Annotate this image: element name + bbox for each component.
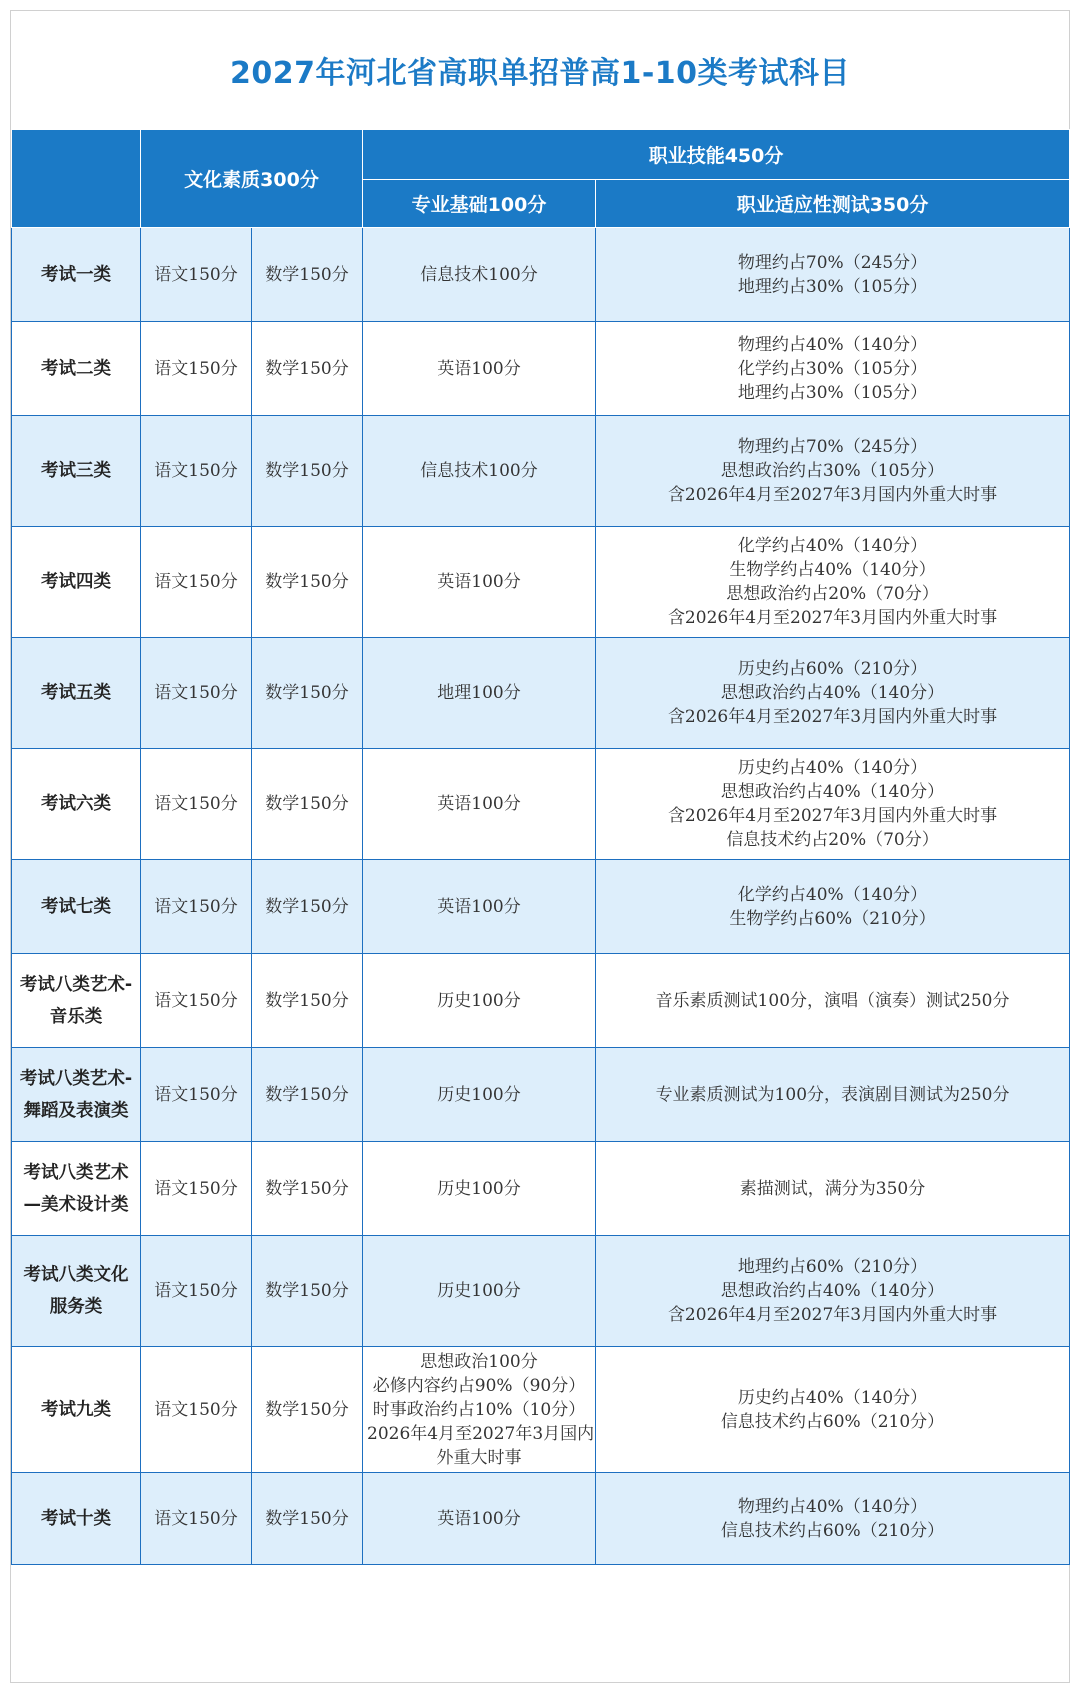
cell-line: 考试一类 xyxy=(41,264,111,285)
cell-line: 思想政治约占40%（140分） xyxy=(720,1281,945,1301)
cell-line: 素描测试，满分为350分 xyxy=(739,1178,926,1199)
aptitude-test xyxy=(596,228,1070,322)
basic-subject xyxy=(363,322,596,416)
exam-category-label xyxy=(12,638,141,749)
table-row xyxy=(12,228,1070,322)
cell-line: 音乐素质测试100分，演唱（演奏）测试250分 xyxy=(655,990,1010,1011)
cell-line: 物理约占40%（140分） xyxy=(737,1496,928,1517)
chinese-score: 语文150分 xyxy=(141,749,252,860)
cell-line: 历史100分 xyxy=(437,1281,521,1301)
math-score: 数学150分 xyxy=(252,527,363,638)
cell-line: 含2026年4月至2027年3月国内外重大时事 xyxy=(667,707,998,727)
table-row xyxy=(12,1347,1070,1473)
table-row xyxy=(12,1236,1070,1347)
table-row xyxy=(12,416,1070,527)
cell-line: 信息技术约占60%（210分） xyxy=(720,1411,945,1432)
aptitude-test xyxy=(596,1347,1070,1473)
basic-subject xyxy=(363,1236,596,1347)
chinese-score: 语文150分 xyxy=(141,527,252,638)
cell-line: 考试九类 xyxy=(41,1399,111,1420)
exam-category-label xyxy=(12,228,141,322)
math-score: 数学150分 xyxy=(252,1048,363,1142)
cell-line: 考试二类 xyxy=(41,358,111,379)
table-row xyxy=(12,1473,1070,1565)
math-score: 数学150分 xyxy=(252,1473,363,1565)
cell-line: 思想政治约占20%（70分） xyxy=(726,584,939,604)
table-row xyxy=(12,1048,1070,1142)
chinese-score: 语文150分 xyxy=(141,954,252,1048)
cell-line: 地理约占60%（210分） xyxy=(737,1257,928,1277)
cell-line: 历史约占40%（140分） xyxy=(737,1387,928,1408)
aptitude-test xyxy=(596,1236,1070,1347)
chinese-score: 语文150分 xyxy=(141,860,252,954)
cell-line: 信息技术100分 xyxy=(420,264,538,285)
exam-subjects-table xyxy=(11,129,1070,1565)
math-score: 数学150分 xyxy=(252,416,363,527)
math-score: 数学150分 xyxy=(252,749,363,860)
cell-line: 化学约占30%（105分） xyxy=(737,358,928,379)
cell-line: 考试八类艺术 xyxy=(23,1162,129,1183)
table-row xyxy=(12,954,1070,1048)
cell-line: 考试八类文化 xyxy=(23,1265,129,1285)
basic-subject xyxy=(363,860,596,954)
chinese-score: 语文150分 xyxy=(141,1142,252,1236)
aptitude-test xyxy=(596,860,1070,954)
cell-line: 地理约占30%（105分） xyxy=(737,276,928,297)
cell-line: 物理约占70%（245分） xyxy=(737,252,928,273)
chinese-score: 语文150分 xyxy=(141,1473,252,1565)
table-row xyxy=(12,1142,1070,1236)
table-row xyxy=(12,322,1070,416)
cell-line: 考试七类 xyxy=(41,896,111,917)
aptitude-test xyxy=(596,954,1070,1048)
aptitude-test xyxy=(596,1142,1070,1236)
table-row xyxy=(12,638,1070,749)
exam-category-label xyxy=(12,1048,141,1142)
aptitude-test xyxy=(596,322,1070,416)
cell-line: 思想政治100分 xyxy=(420,1351,538,1372)
cell-line: 化学约占40%（140分） xyxy=(737,884,928,905)
cell-line: 历史100分 xyxy=(437,1084,521,1105)
table-row xyxy=(12,527,1070,638)
header-empty-cell xyxy=(12,130,141,228)
cell-line: 时事政治约占10%（10分） xyxy=(372,1399,586,1420)
basic-subject xyxy=(363,1473,596,1565)
cell-line: 物理约占70%（245分） xyxy=(737,437,928,457)
math-score: 数学150分 xyxy=(252,322,363,416)
cell-line: 历史约占60%（210分） xyxy=(737,659,928,679)
exam-category-label xyxy=(12,749,141,860)
basic-subject xyxy=(363,954,596,1048)
cell-line: 考试三类 xyxy=(41,461,111,481)
cell-line: 历史100分 xyxy=(437,990,521,1011)
cell-line: —美术设计类 xyxy=(23,1194,129,1215)
chinese-score: 语文150分 xyxy=(141,1347,252,1473)
page-title: 2027年河北省高职单招普高1-10类考试科目 xyxy=(229,56,851,91)
aptitude-test xyxy=(596,638,1070,749)
chinese-score: 语文150分 xyxy=(141,322,252,416)
math-score: 数学150分 xyxy=(252,860,363,954)
cell-line: 含2026年4月至2027年3月国内外重大时事 xyxy=(667,485,998,505)
cell-line: 化学约占40%（140分） xyxy=(737,536,928,556)
cell-line: 含2026年4月至2027年3月国内外重大时事 xyxy=(667,1305,998,1325)
header-aptitude: 职业适应性测试350分 xyxy=(596,180,1070,228)
chinese-score: 语文150分 xyxy=(141,1236,252,1347)
table-row xyxy=(12,749,1070,860)
basic-subject xyxy=(363,228,596,322)
cell-line: 服务类 xyxy=(49,1297,103,1317)
basic-subject xyxy=(363,1142,596,1236)
cell-line: 生物学约占60%（210分） xyxy=(729,908,936,929)
basic-subject xyxy=(363,527,596,638)
cell-line: 英语100分 xyxy=(437,358,521,379)
exam-category-label xyxy=(12,1347,141,1473)
math-score: 数学150分 xyxy=(252,954,363,1048)
exam-category-label xyxy=(12,954,141,1048)
cell-line: 历史100分 xyxy=(437,1178,521,1199)
table-row xyxy=(12,860,1070,954)
table-body xyxy=(12,228,1070,1565)
chinese-score: 语文150分 xyxy=(141,1048,252,1142)
aptitude-test xyxy=(596,1473,1070,1565)
header-skills: 职业技能450分 xyxy=(363,130,1070,180)
exam-category-label xyxy=(12,1142,141,1236)
page-frame xyxy=(10,10,1070,1683)
exam-category-label xyxy=(12,322,141,416)
cell-line: 英语100分 xyxy=(437,1508,521,1529)
cell-line: 考试八类艺术- xyxy=(19,974,133,995)
cell-line: 考试四类 xyxy=(41,572,111,592)
basic-subject xyxy=(363,638,596,749)
basic-subject xyxy=(363,749,596,860)
cell-line: 信息技术约占60%（210分） xyxy=(720,1520,945,1541)
cell-line: 历史约占40%（140分） xyxy=(737,758,928,778)
cell-line: 专业素质测试为100分，表演剧目测试为250分 xyxy=(655,1084,1010,1105)
cell-line: 思想政治约占30%（105分） xyxy=(720,461,945,481)
cell-line: 英语100分 xyxy=(437,794,521,814)
cell-line: 考试十类 xyxy=(41,1508,111,1529)
header-basic: 专业基础100分 xyxy=(363,180,596,228)
math-score: 数学150分 xyxy=(252,1347,363,1473)
exam-category-label xyxy=(12,1473,141,1565)
cell-line: 地理100分 xyxy=(437,683,521,703)
cell-line: 含2026年4月至2027年3月国内外重大时事 xyxy=(667,806,998,826)
cell-line: 信息技术约占20%（70分） xyxy=(726,830,939,850)
aptitude-test xyxy=(596,416,1070,527)
aptitude-test xyxy=(596,749,1070,860)
cell-line: 英语100分 xyxy=(437,896,521,917)
basic-subject xyxy=(363,416,596,527)
aptitude-test xyxy=(596,527,1070,638)
cell-line: 考试六类 xyxy=(41,794,111,814)
aptitude-test xyxy=(596,1048,1070,1142)
cell-line: 必修内容约占90%（90分） xyxy=(372,1375,586,1396)
cell-line: 外重大时事 xyxy=(436,1447,522,1468)
cell-line: 考试五类 xyxy=(41,683,111,703)
header-culture: 文化素质300分 xyxy=(141,130,363,228)
basic-subject xyxy=(363,1347,596,1473)
exam-category-label xyxy=(12,1236,141,1347)
math-score: 数学150分 xyxy=(252,1236,363,1347)
exam-category-label xyxy=(12,527,141,638)
cell-line: 物理约占40%（140分） xyxy=(737,334,928,355)
math-score: 数学150分 xyxy=(252,638,363,749)
cell-line: 思想政治约占40%（140分） xyxy=(720,683,945,703)
chinese-score: 语文150分 xyxy=(141,228,252,322)
math-score: 数学150分 xyxy=(252,228,363,322)
basic-subject xyxy=(363,1048,596,1142)
cell-line: 英语100分 xyxy=(437,572,521,592)
cell-line: 考试八类艺术- xyxy=(19,1068,133,1089)
cell-line: 信息技术100分 xyxy=(420,461,538,481)
cell-line: 2026年4月至2027年3月国内 xyxy=(367,1423,595,1444)
cell-line: 音乐类 xyxy=(49,1006,103,1027)
cell-line: 地理约占30%（105分） xyxy=(737,382,928,403)
cell-line: 含2026年4月至2027年3月国内外重大时事 xyxy=(667,608,998,628)
exam-category-label xyxy=(12,416,141,527)
cell-line: 生物学约占40%（140分） xyxy=(729,560,936,580)
cell-line: 舞蹈及表演类 xyxy=(23,1100,129,1121)
chinese-score: 语文150分 xyxy=(141,416,252,527)
chinese-score: 语文150分 xyxy=(141,638,252,749)
math-score: 数学150分 xyxy=(252,1142,363,1236)
exam-category-label xyxy=(12,860,141,954)
cell-line: 思想政治约占40%（140分） xyxy=(720,782,945,802)
